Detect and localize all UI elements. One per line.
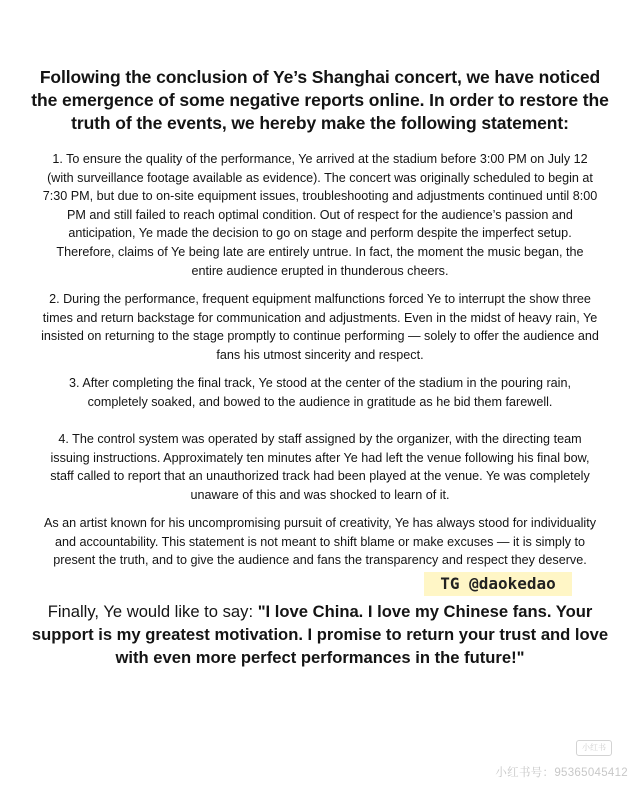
statement-headline: Following the conclusion of Ye’s Shanghai concert, we have noticed the emergence of some negative reports online. In order to restore the truth of the events, we hereby make the following statement: <box>31 67 609 133</box>
statement-paragraph-1: 1. To ensure the quality of the performance, Ye arrived at the stadium before 3:00 PM on July 12 (with surveillance footage available as evidence). The concert was originally scheduled to begin at 7:30 PM, but due to on-site equipment issues, troubleshooting and adjustments continued until 8:00 PM and still failed to reach optimal condition. Out of respect for the audience’s passion and anticipation, Ye made the decision to go on stage and perform despite the imperfect setup. Therefore, claims of Ye being late are entirely untrue. In fact, the moment the music began, the entire audience erupted in thunderous cheers. <box>42 152 598 278</box>
final-message <box>30 600 610 669</box>
final-message-quote: "I love China. I love my Chinese fans. Your support is my greatest motivation. I promise to return your trust and love with even more perfect performances in the future!" <box>31 602 609 667</box>
final-message-lead: Finally, Ye would like to say: <box>47 602 258 621</box>
statement-paragraph-3: 3. After completing the final track, Ye stood at the center of the stadium in the pouring rain, completely soaked, and bowed to the audience in gratitude as he bid them farewell. <box>69 376 571 409</box>
statement-paragraph-2: 2. During the performance, frequent equipment malfunctions forced Ye to interrupt the show three times and return backstage for communication and adjustments. Even in the midst of heavy rain, Ye insisted on returning to the stage promptly to continue performing — solely to offer the audience and fans his utmost sincerity and respect. <box>41 292 599 362</box>
statement-closing-paragraph: As an artist known for his uncompromising pursuit of creativity, Ye has always stood for individuality and accountability. This statement is not meant to shift blame or make excuses — it is simply to present the truth, and to give the audience and fans the transparency and respect they deserve. <box>43 516 597 568</box>
telegram-tag: TG @daokedao <box>424 572 572 596</box>
watermark-text: 小红书号：95365045412 <box>495 767 628 779</box>
watermark-logo: 小红书 <box>576 740 612 756</box>
statement-paragraph-4: 4. The control system was operated by staff assigned by the organizer, with the directing team issuing instructions. Approximately ten minutes after Ye had left the venue following his final bow, staff called to report that an unauthorized track had been played at the venue. Ye was completely unaware of this and was shocked to learn of it. <box>50 432 590 502</box>
